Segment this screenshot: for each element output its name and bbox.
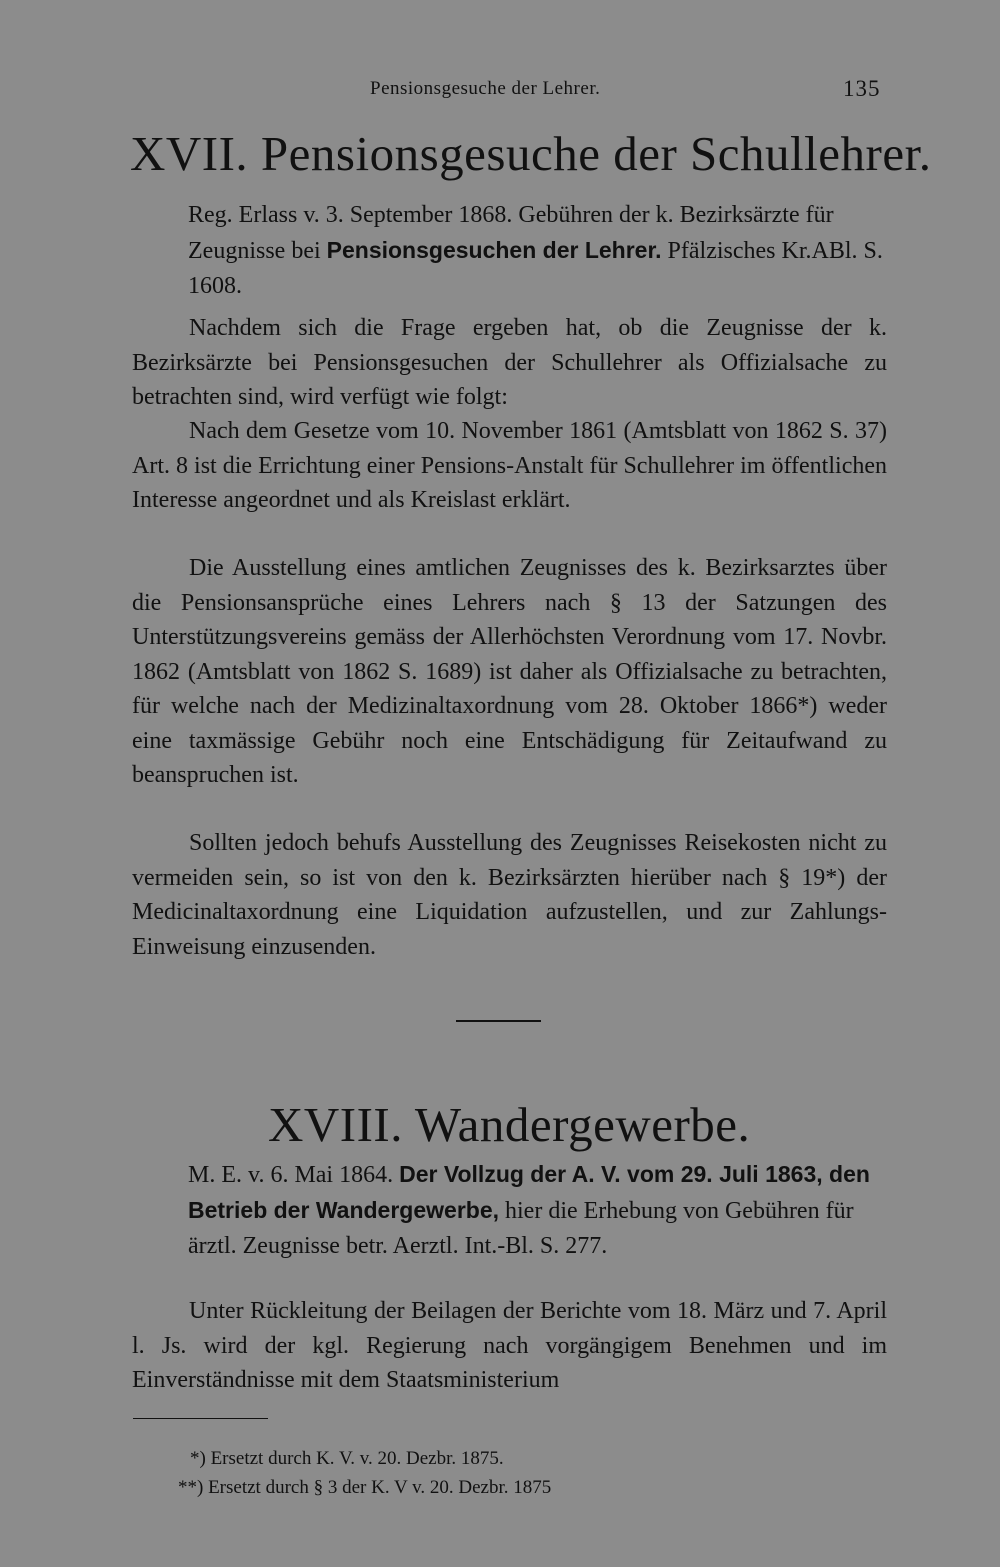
paragraph-1: Nachdem sich die Frage ergeben hat, ob die Zeugnisse der k. Bezirksärzte bei Pensionsgesuchen der Schullehrer als Offizialsache zu betrachten sind, wird verfügt wie folgt: bbox=[132, 315, 887, 410]
decree-heading-xviii bbox=[188, 1157, 888, 1264]
page-number: 135 bbox=[843, 76, 881, 101]
running-head: Pensionsgesuche der Lehrer. bbox=[370, 78, 601, 99]
paragraph-2: Nach dem Gesetze vom 10. November 1861 (Amtsblatt von 1862 S. 37) Art. 8 ist die Errichtung einer Pensions-Anstalt für Schullehrer im öffentlichen Interesse angeordnet und als Kreislast erklärt. bbox=[132, 418, 887, 513]
decree-source: hier die Erhebung von Gebühren für ärztl. Zeugnisse betr. Aerztl. Int.-Bl. S. 277. bbox=[188, 1198, 854, 1259]
paragraph-5: Unter Rückleitung der Beilagen der Berichte vom 18. März und 7. April l. Js. wird der kgl. Regierung nach vorgängigem Benehmen und im Einverständnisse mit dem Staatsministerium bbox=[132, 1298, 887, 1393]
decree-source: Pfälzisches Kr.ABl. S. 1608. bbox=[188, 238, 883, 299]
decree-subject: Pensionsgesuchen der Lehrer. bbox=[326, 237, 662, 263]
footnote-rule bbox=[133, 1418, 268, 1419]
decree-heading-xvii bbox=[188, 198, 888, 304]
paragraph-4: Sollten jedoch behufs Ausstellung des Zeugnisses Reisekosten nicht zu vermeiden sein, so ist von den k. Bezirksärzten hierüber nach § 19*) der Medicinaltaxordnung eine Liquidation aufzustellen, und zur Zahlungs-Einweisung einzusenden. bbox=[132, 830, 887, 960]
footnote-2: **) Ersetzt durch § 3 der K. V v. 20. Dezbr. 1875 bbox=[178, 1477, 552, 1498]
decree-reference: M. E. v. 6. Mai 1864. bbox=[188, 1162, 400, 1188]
decree-reference: Reg. Erlass v. 3. September 1868. Gebühren der k. Bezirksärzte für Zeugnisse bei bbox=[188, 202, 834, 264]
paragraph-3: Die Ausstellung eines amtlichen Zeugnisses des k. Bezirksarztes über die Pensionsansprüche eines Lehrers nach § 13 der Satzungen des Unterstützungsvereins gemäss der Allerhöchsten Verordnung vom 17. Novbr. 1862 (Amtsblatt von 1862 S. 1689) ist daher als Offizialsache zu betrachten, für welche nach der Medizinaltaxordnung vom 28. Oktober 1866*) weder eine taxmässige Gebühr noch eine Entschädigung für Zeitaufwand zu beanspruchen ist. bbox=[132, 555, 887, 788]
section-title-xviii: XVIII. Wandergewerbe. bbox=[268, 1097, 751, 1152]
decree-subject: Der Vollzug der A. V. vom 29. Juli 1863, den Betrieb der Wandergewerbe, bbox=[188, 1161, 870, 1223]
section-divider bbox=[456, 1020, 541, 1022]
section-title-xvii: XVII. Pensionsgesuche der Schullehrer. bbox=[130, 126, 932, 181]
footnote-1: *) Ersetzt durch K. V. v. 20. Dezbr. 1875. bbox=[190, 1448, 504, 1469]
